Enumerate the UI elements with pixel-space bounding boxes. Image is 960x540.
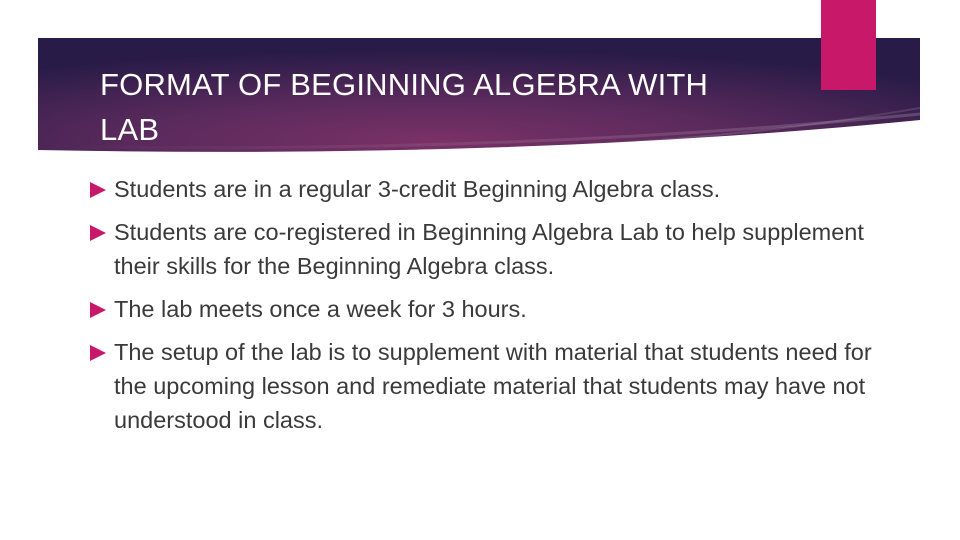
triangle-right-icon bbox=[90, 302, 106, 318]
bullet-text: The setup of the lab is to supplement with material that students need for the upcoming lesson and remediate material that students may have not understood in class. bbox=[114, 339, 872, 433]
bullet-item bbox=[90, 292, 910, 326]
bullet-item bbox=[90, 215, 910, 283]
triangle-right-icon bbox=[90, 182, 106, 198]
bullet-text: The lab meets once a week for 3 hours. bbox=[114, 296, 527, 322]
triangle-right-icon bbox=[90, 225, 106, 241]
accent-bar bbox=[821, 0, 876, 90]
triangle-right-icon bbox=[90, 345, 106, 361]
bullet-text: Students are in a regular 3-credit Beginning Algebra class. bbox=[114, 176, 721, 202]
bullet-text: Students are co-registered in Beginning Algebra Lab to help supplement their skills for the Beginning Algebra class. bbox=[114, 219, 864, 279]
slide-title: FORMAT OF BEGINNING ALGEBRA WITH LAB bbox=[100, 67, 709, 147]
bullet-item bbox=[90, 172, 910, 206]
bullet-item bbox=[90, 335, 910, 437]
bullet-list bbox=[90, 172, 910, 446]
